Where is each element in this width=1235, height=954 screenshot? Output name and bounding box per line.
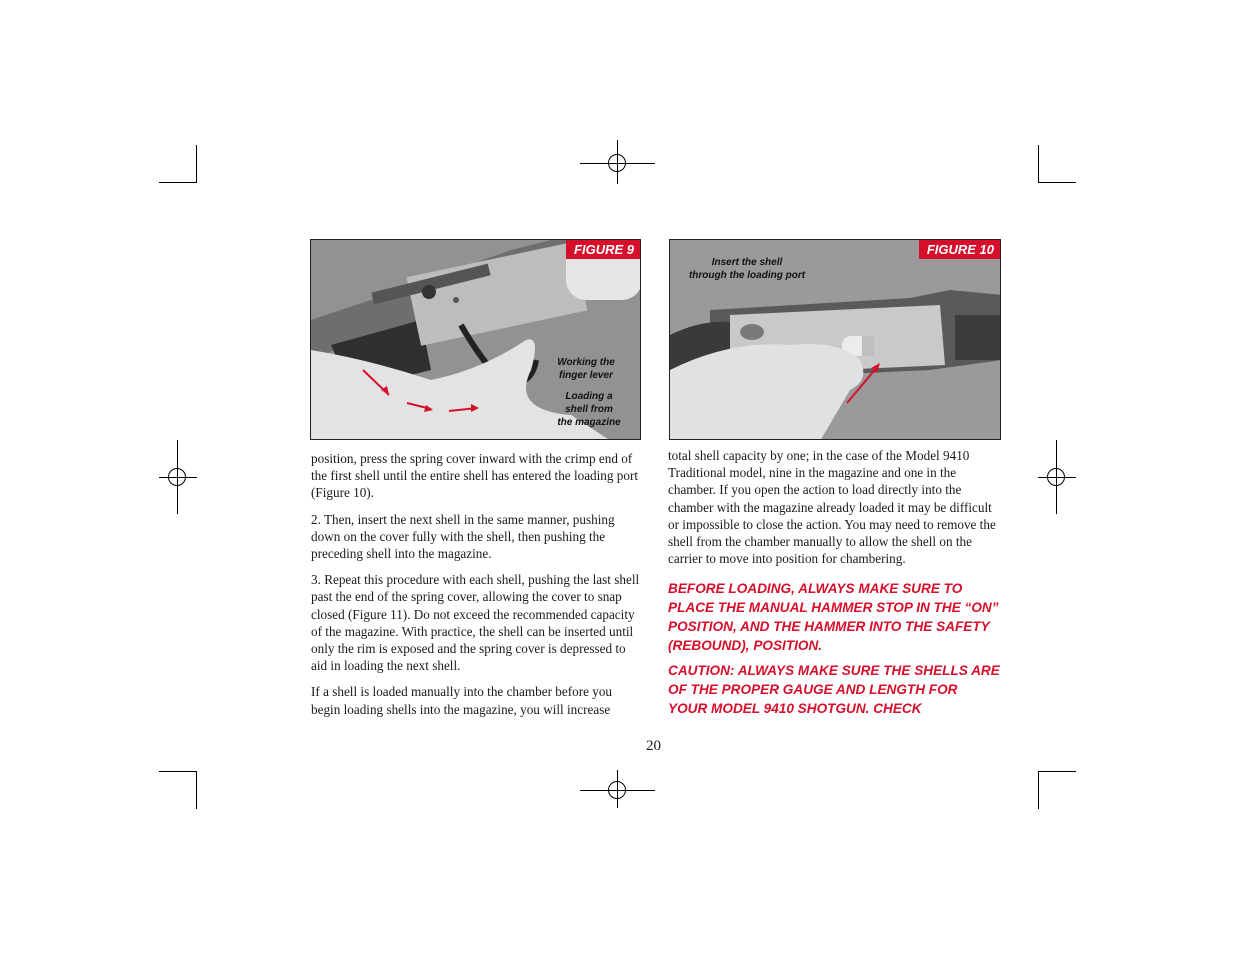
figure-9-caption-lever: Working the finger lever	[557, 357, 615, 381]
figure-9-caption-loading: Loading a shell from the magazine	[557, 391, 621, 428]
figure-10-label: FIGURE 10	[919, 240, 1000, 259]
figure-10-caption: Insert the shell through the loading port	[688, 257, 806, 281]
paragraph: 3. Repeat this procedure with each shell, pushing the last shell past the end of the spring cover, allowing the cover to snap closed (Figure 11). Do not exceed the recommended capacity of the magazine. With practice, the shell can be inserted until only the rim is exposed and the spring cover is depressed to aid in loading the next shell.	[311, 572, 640, 674]
figure-9-label: FIGURE 9	[566, 240, 640, 259]
right-text-column	[668, 447, 1000, 724]
paragraph: total shell capacity by one; in the case of the Model 9410 Traditional model, nine in the magazine and one in the chamber. If you open the action to load directly into the chamber with the magazine already loaded it may be difficult or impossible to close the action. You may need to remove the shell from the chamber manually to allow the shell on the carrier to move into position for chambering.	[668, 448, 996, 567]
paragraph: If a shell is loaded manually into the chamber before you begin loading shells into the magazine, you will increase	[311, 684, 613, 717]
left-text-column	[311, 450, 642, 727]
page-number: 20	[646, 738, 661, 754]
figure-9-photo	[310, 239, 641, 440]
warning-shell-gauge: CAUTION: ALWAYS MAKE SURE THE SHELLS ARE OF THE PROPER GAUGE AND LENGTH FOR YOUR MODEL 9410 SHOTGUN. CHECK	[668, 663, 1000, 717]
warning-hammer-stop: BEFORE LOADING, ALWAYS MAKE SURE TO PLACE THE MANUAL HAMMER STOP IN THE “ON” POSITION, AND THE HAMMER INTO THE SAFETY (REBOUND), POSITION.	[668, 581, 999, 654]
figure-10-photo	[669, 239, 1001, 440]
paragraph: position, press the spring cover inward with the crimp end of the first shell until the entire shell has entered the loading port (Figure 10).	[311, 451, 639, 501]
paragraph: 2. Then, insert the next shell in the same manner, pushing down on the cover fully with the shell, then pushing the preceding shell into the magazine.	[311, 511, 615, 562]
